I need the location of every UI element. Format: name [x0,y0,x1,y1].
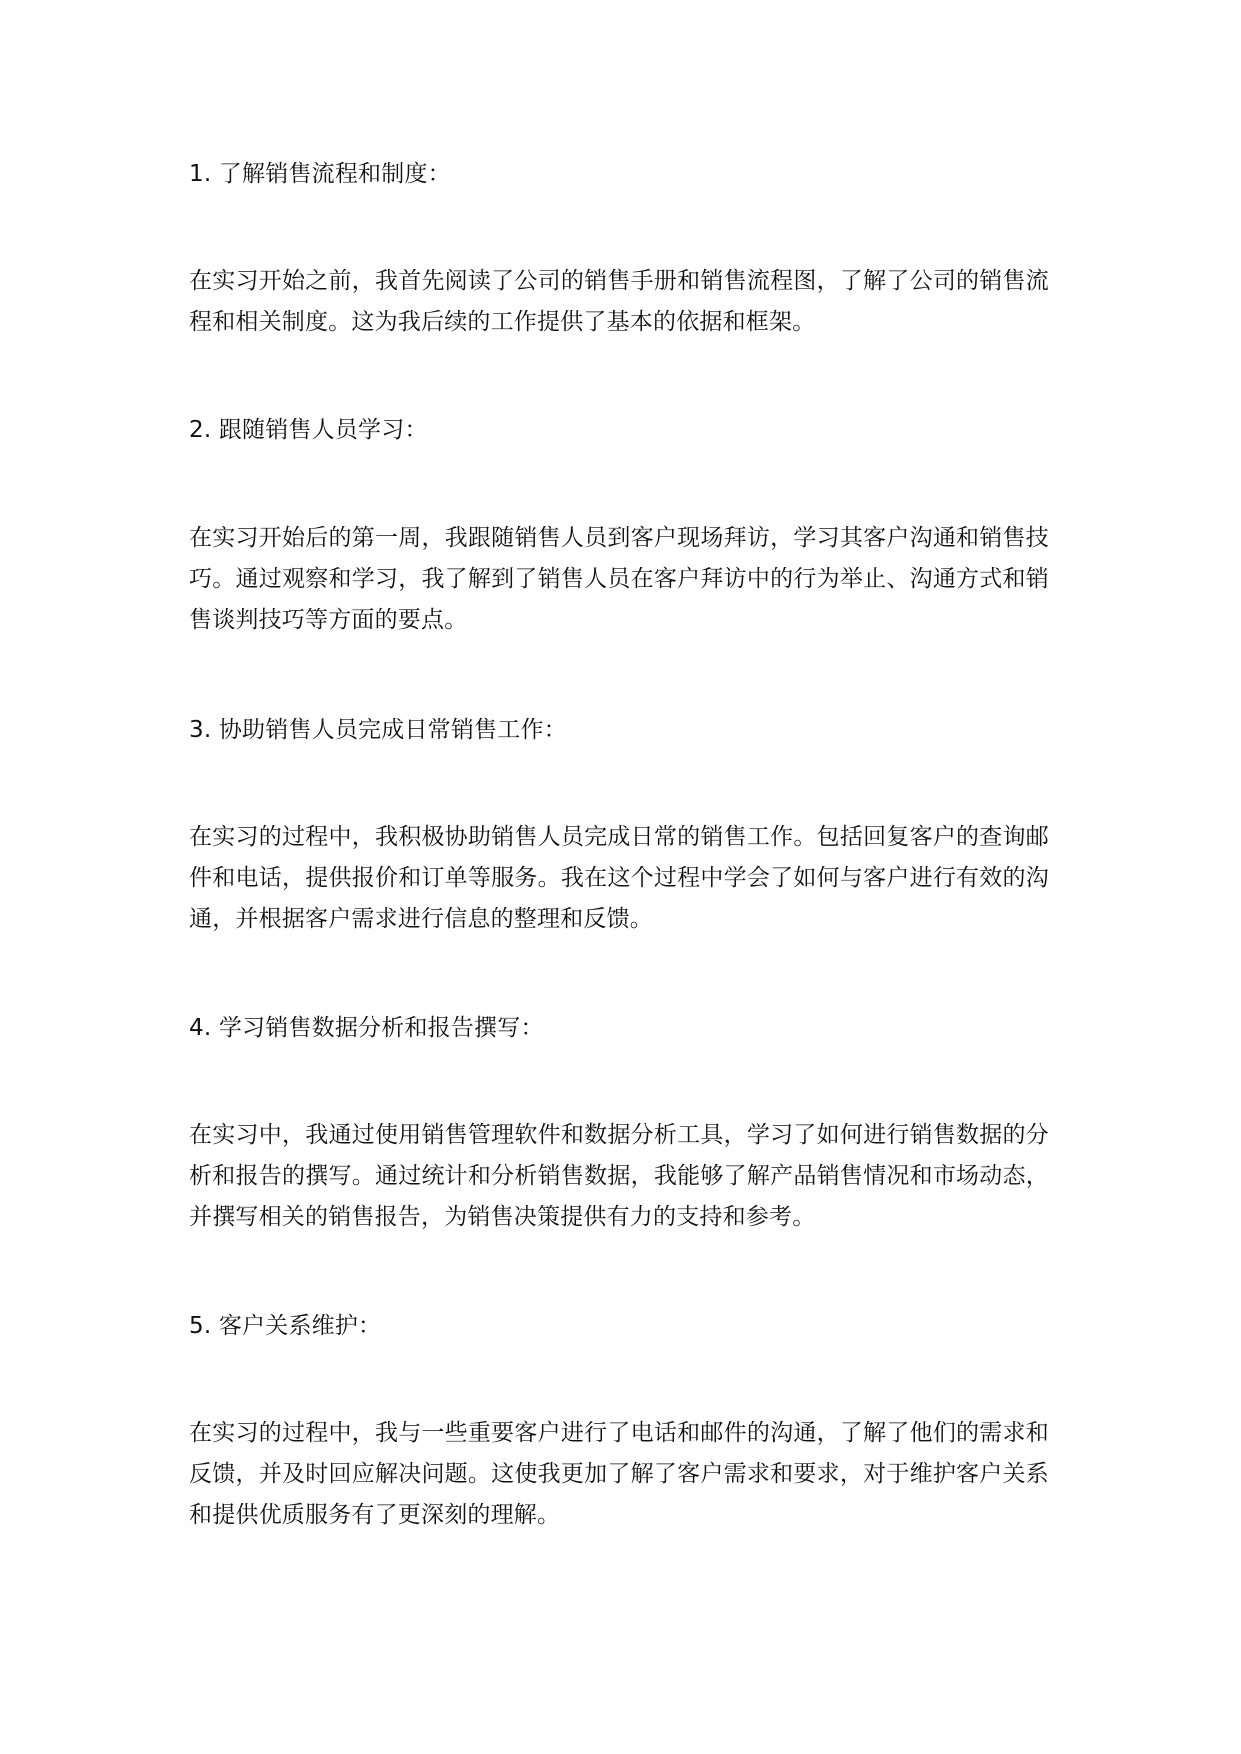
section-3-heading: 3. 协助销售人员完成日常销售工作： [189,717,567,743]
section-3-body: 在实习的过程中，我积极协助销售人员完成日常的销售工作。包括回复客户的查询邮件和电话，提供报价和订单等服务。我在这个过程中学会了如何与客户进行有效的沟通，并根据客户需求进行信息的整理和反馈。 [189,824,1049,932]
section-4-body: 在实习中，我通过使用销售管理软件和数据分析工具，学习了如何进行销售数据的分析和报告的撰写。通过统计和分析销售数据，我能够了解产品销售情况和市场动态，并撰写相关的销售报告，为销售决策提供有力的支持和参考。 [189,1122,1049,1230]
section-5-heading: 5. 客户关系维护： [189,1313,382,1339]
section-2-body: 在实习开始后的第一周，我跟随销售人员到客户现场拜访，学习其客户沟通和销售技巧。通过观察和学习，我了解到了销售人员在客户拜访中的行为举止、沟通方式和销售谈判技巧等方面的要点。 [189,525,1049,633]
section-2-heading: 2. 跟随销售人员学习： [189,417,428,443]
section-1-body: 在实习开始之前，我首先阅读了公司的销售手册和销售流程图，了解了公司的销售流程和相关制度。这为我后续的工作提供了基本的依据和框架。 [189,268,1049,335]
section-5-body: 在实习的过程中，我与一些重要客户进行了电话和邮件的沟通，了解了他们的需求和反馈，并及时回应解决问题。这使我更加了解了客户需求和要求，对于维护客户关系和提供优质服务有了更深刻的理解。 [189,1420,1049,1528]
section-4-heading: 4. 学习销售数据分析和报告撰写： [189,1015,544,1041]
section-1-heading: 1. 了解销售流程和制度： [189,161,451,187]
